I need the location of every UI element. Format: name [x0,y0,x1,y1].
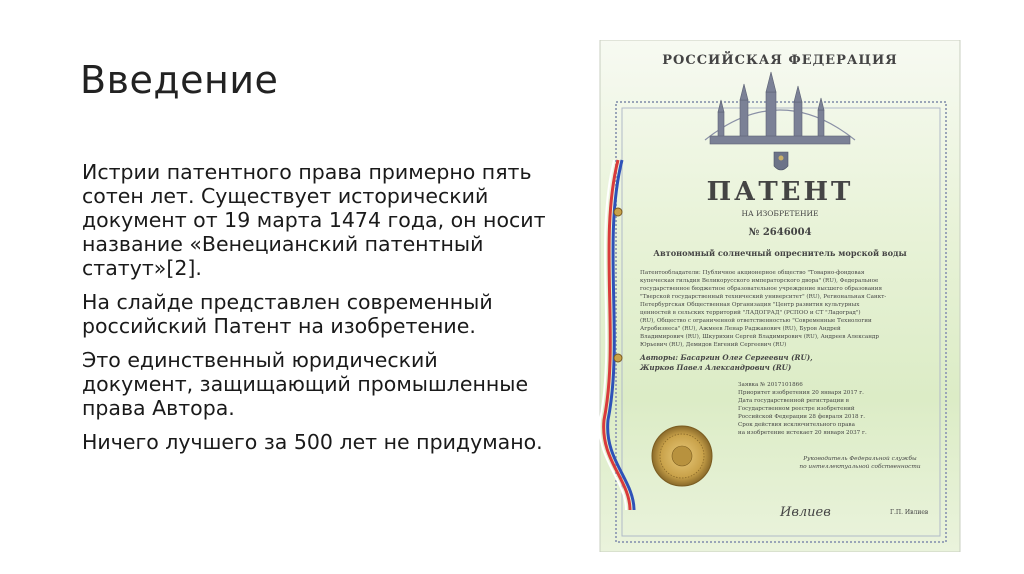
paragraph-slide-note: На слайде представлен современный российский Патент на изобретение. [82,290,493,338]
holder-line: Патентообладатели: Публичное акционерное общество "Товарно-фондовая [640,270,865,276]
holder-line: ценностей в сельских территорий "ЛАДОГРАД" (РСПОО и СТ "Ладоград") [640,310,861,316]
holder-line: "Тверской государственный технический университет" (RU), Региональная Санкт- [640,294,887,300]
signer-line: по интеллектуальной собственности [799,464,921,470]
holder-line: Агробизнеса" (RU), Ажмеев Ленар Раджавович (RU), Буров Андрей [640,326,841,332]
signer-line: Руководитель Федеральной службы [803,456,917,462]
reg-line: Российской Федерации 28 февраля 2018 г. [738,414,866,420]
reg-line: Срок действия исключительного права [738,422,855,428]
reg-line: Дата государственной регистрации в [738,398,849,404]
signer-name: Г.П. Ивлиев [890,509,929,516]
certificate-header: РОССИЙСКАЯ ФЕДЕРАЦИЯ [662,53,898,68]
grommet-icon [614,354,622,362]
coat-of-arms-icon [774,152,788,170]
body-text [82,160,552,464]
authors-line: Жирков Павел Александрович (RU) [640,363,792,372]
holder-line: Владимирович (RU), Шкурихин Сергей Владимирович (RU), Андреев Александр [640,334,879,340]
holder-line: Юрьевич (RU), Демидов Евгений Сергеевич (RU) [640,342,787,348]
holder-line: купеческая гильдия Великорусского императорского двора" (RU), Федеральное [640,278,879,284]
patent-doc-type: ПАТЕНТ [706,177,854,207]
holder-line: государственное бюджетное образовательное учреждение высшего образования [640,286,883,292]
reg-line: Заявка № 2017101866 [738,382,803,388]
patent-certificate-image [590,40,970,552]
reg-line: Приоритет изобретения 20 января 2017 г. [738,390,864,396]
paragraph-history: Истрии патентного права примерно пять сотен лет. Существует исторический документ от 19 марта 1474 года, он носит название «Венецианский патентный статут»[2]. [82,160,546,280]
patent-number: № 2646004 [748,227,812,238]
authors-line: Авторы: Басаргин Олег Сергеевич (RU), [640,353,813,362]
authors-block [639,353,813,372]
registration-block [738,382,867,436]
gold-seal-icon [652,426,712,486]
grommet-icon [614,208,622,216]
invention-title: Автономный солнечный опреснитель морской воды [653,248,907,258]
signature: Ивлиев [780,505,831,520]
paragraph-legal-doc: Это единственный юридический документ, защищающий промышленные права Автора. [82,348,529,420]
patent-subtitle: НА ИЗОБРЕТЕНИЕ [741,209,819,218]
paragraph-conclusion: Ничего лучшего за 500 лет не придумано. [82,430,543,454]
reg-line: Государственном реестре изобретений [738,406,855,412]
slide-title: Введение [80,58,279,102]
holder-line: Петербургская Общественная Организация "Центр развития культурных [640,302,860,308]
reg-line: на изобретение истекает 20 января 2037 г. [738,430,867,436]
holder-line: (RU), Общество с ограниченной ответственностью "Современные Технологии [640,318,872,324]
